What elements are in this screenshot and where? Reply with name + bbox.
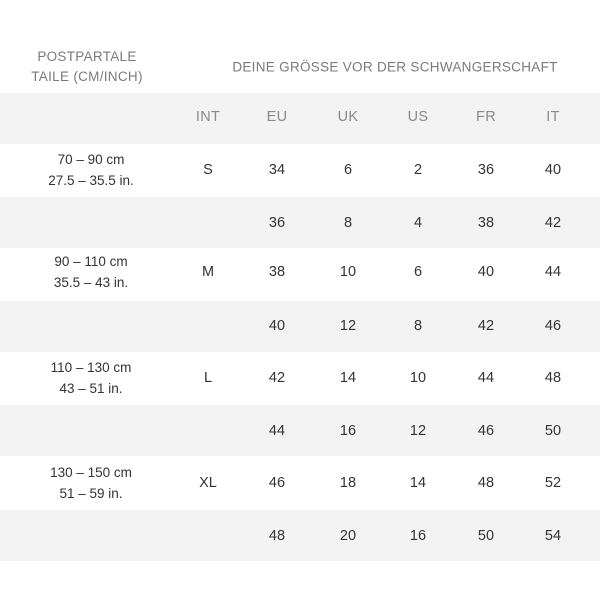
- column-header-fr: FR: [476, 109, 496, 125]
- size-it: 42: [544, 215, 562, 231]
- column-header-int: INT: [195, 109, 221, 125]
- waist-cm: 110 – 130 cm: [50, 360, 132, 375]
- size-fr: 36: [477, 162, 495, 178]
- column-header-it: IT: [546, 109, 560, 125]
- int-size: S: [203, 162, 213, 178]
- waist-header-line1: POSTPARTALE: [37, 49, 137, 64]
- waist-column-header: [31, 47, 143, 87]
- size-us: 16: [409, 528, 427, 544]
- waist-inch: 51 – 59 in.: [59, 486, 123, 501]
- size-eu: 34: [268, 162, 286, 178]
- column-header-eu: EU: [266, 109, 288, 125]
- size-eu: 46: [268, 475, 286, 491]
- row-band: [0, 93, 600, 144]
- int-size: XL: [199, 475, 217, 491]
- size-fr: 40: [477, 264, 495, 280]
- size-it: 46: [544, 318, 562, 334]
- waist-inch: 43 – 51 in.: [59, 381, 123, 396]
- size-eu: 38: [268, 264, 286, 280]
- waist-range: [48, 149, 134, 191]
- size-us: 4: [413, 215, 423, 231]
- size-it: 44: [544, 264, 562, 280]
- size-fr: 50: [477, 528, 495, 544]
- waist-range: [50, 462, 132, 504]
- size-uk: 12: [339, 318, 357, 334]
- waist-range: [51, 357, 132, 399]
- size-uk: 16: [339, 423, 357, 439]
- row-band: [0, 301, 600, 352]
- waist-inch: 27.5 – 35.5 in.: [48, 173, 134, 188]
- size-fr: 46: [477, 423, 495, 439]
- waist-inch: 35.5 – 43 in.: [53, 275, 129, 290]
- size-uk: 6: [343, 162, 353, 178]
- size-uk: 20: [339, 528, 357, 544]
- size-us: 8: [413, 318, 423, 334]
- row-band: [0, 510, 600, 561]
- size-it: 52: [544, 475, 562, 491]
- size-eu: 36: [268, 215, 286, 231]
- size-eu: 40: [268, 318, 286, 334]
- size-it: 50: [544, 423, 562, 439]
- column-header-us: US: [407, 109, 429, 125]
- size-uk: 8: [343, 215, 353, 231]
- size-fr: 42: [477, 318, 495, 334]
- size-fr: 44: [477, 370, 495, 386]
- waist-cm: 90 – 110 cm: [54, 254, 128, 269]
- waist-cm: 70 – 90 cm: [57, 152, 125, 167]
- size-us: 14: [409, 475, 427, 491]
- row-band: [0, 197, 600, 248]
- size-fr: 38: [477, 215, 495, 231]
- size-it: 48: [544, 370, 562, 386]
- waist-cm: 130 – 150 cm: [50, 465, 132, 480]
- int-size: L: [203, 370, 213, 386]
- size-uk: 18: [339, 475, 357, 491]
- column-header-uk: UK: [337, 109, 359, 125]
- waist-range: [54, 251, 128, 293]
- size-before-pregnancy-header: DEINE GRÖSSE VOR DER SCHWANGERSCHAFT: [232, 59, 558, 75]
- size-eu: 44: [268, 423, 286, 439]
- size-it: 54: [544, 528, 562, 544]
- int-size: M: [201, 264, 215, 280]
- size-us: 2: [413, 162, 423, 178]
- row-band: [0, 405, 600, 456]
- size-it: 40: [544, 162, 562, 178]
- size-uk: 14: [339, 370, 357, 386]
- waist-header-line2: TAILE (CM/INCH): [31, 69, 143, 84]
- size-uk: 10: [339, 264, 357, 280]
- size-us: 12: [409, 423, 427, 439]
- size-eu: 42: [268, 370, 286, 386]
- size-fr: 48: [477, 475, 495, 491]
- size-eu: 48: [268, 528, 286, 544]
- size-us: 10: [409, 370, 427, 386]
- size-us: 6: [413, 264, 423, 280]
